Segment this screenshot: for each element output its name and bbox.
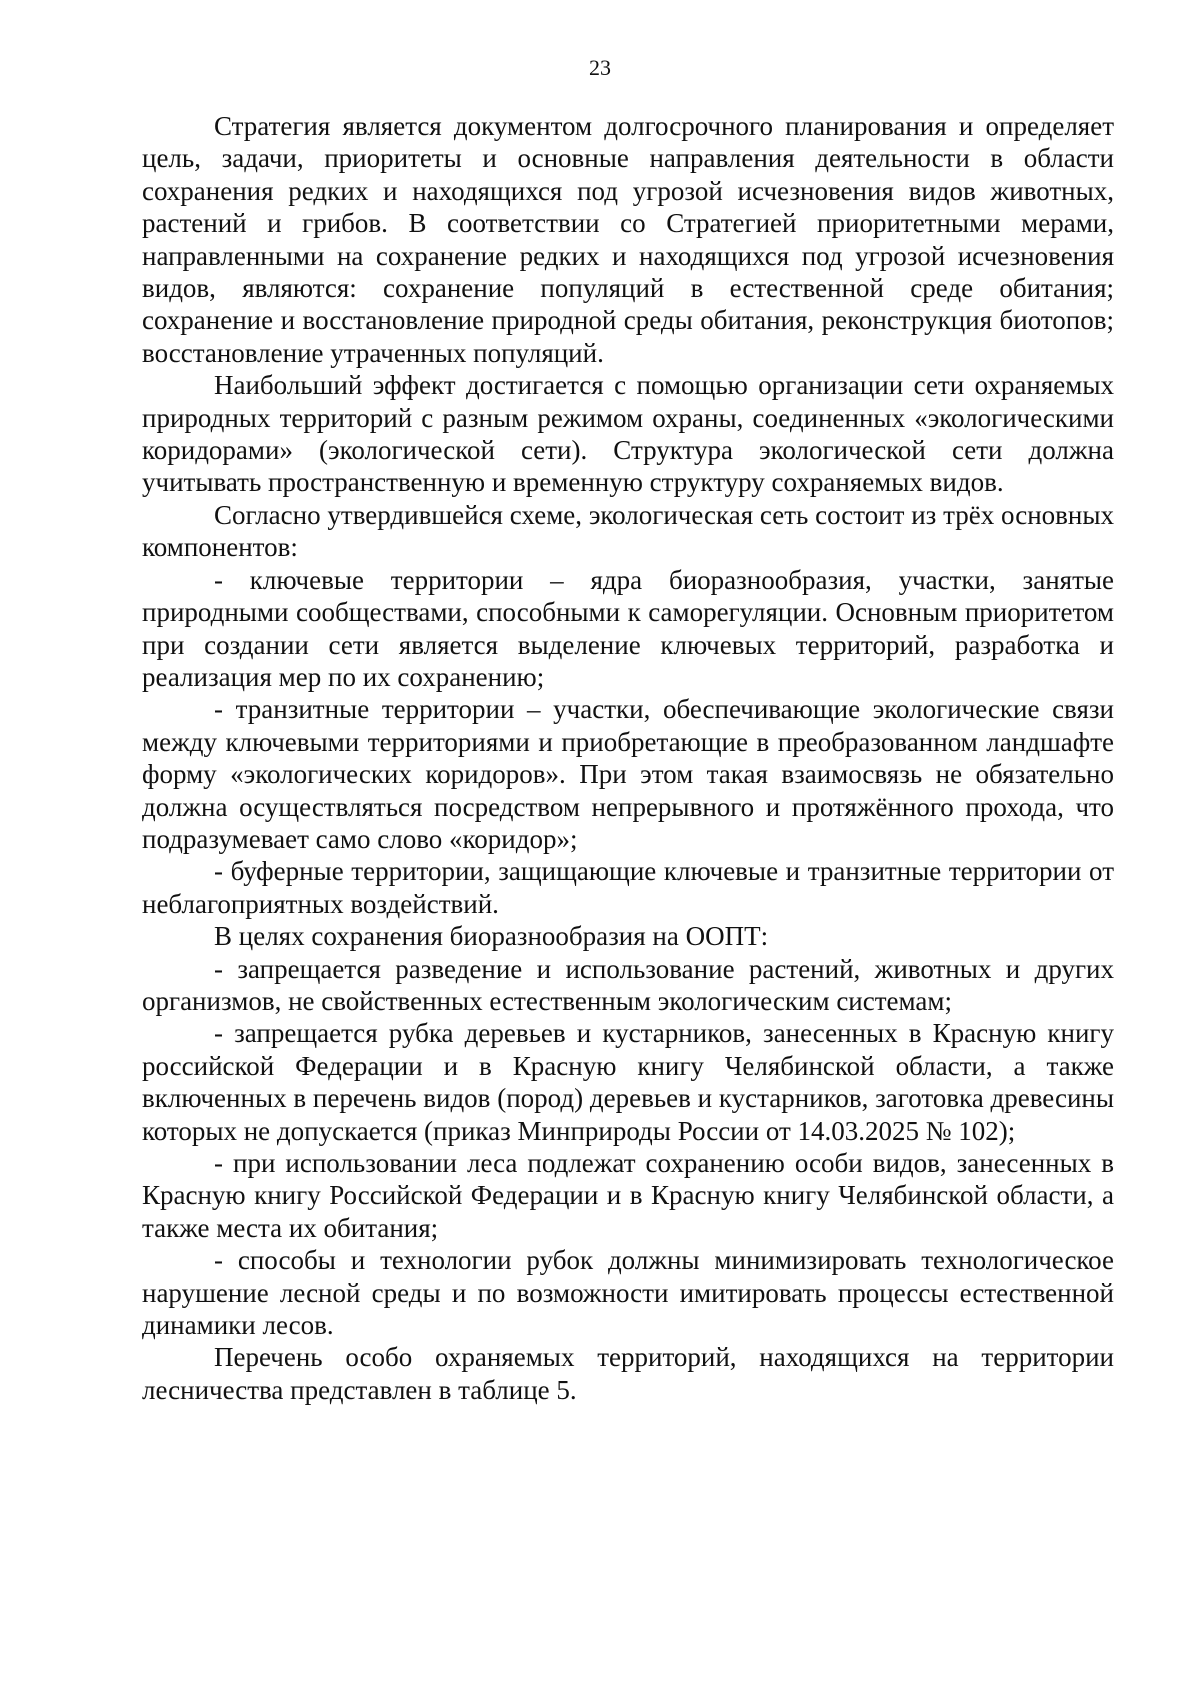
paragraph-table-reference: Перечень особо охраняемых территорий, находящихся на территории лесничества представлен в таблице 5.: [142, 1342, 1114, 1405]
list-item-transit-territories: - транзитные территории – участки, обеспечивающие экологические связи между ключевыми территориями и приобретающие в преобразованном ландшафте форму «экологических коридоров». При этом такая взаимосвязь не обязательно должна осуществляться посредством непрерывного и протяжённого прохода, что подразумевает само слово «коридор»;: [142, 694, 1114, 854]
list-item-buffer-territories: - буферные территории, защищающие ключевые и транзитные территории от неблагоприятных воздействий.: [142, 856, 1114, 919]
paragraph-greatest-effect: Наибольший эффект достигается с помощью организации сети охраняемых природных территорий с разным режимом охраны, соединенных «экологическими коридорами» (экологической сети). Структура экологической сети должна учитывать пространственную и временную структуру сохраняемых видов.: [142, 370, 1114, 498]
paragraph-strategy-definition: Стратегия является документом долгосрочного планирования и определяет цель, задачи, приоритеты и основные направления деятельности в области сохранения редких и находящихся под угрозой исчезновения видов животных, растений и грибов. В соответствии со Стратегией приоритетными мерами, направленными на сохранение редких и находящихся под угрозой исчезновения видов, являются: сохранение популяций в естественной среде обитания; сохранение и восстановление природной среды обитания, реконструкция биотопов; восстановление утраченных популяций.: [142, 111, 1114, 368]
body-text: [142, 110, 1114, 1406]
list-item-ban-breeding: - запрещается разведение и использование растений, животных и других организмов, не свойственных естественным экологическим системам;: [142, 953, 1114, 1016]
list-item-felling-methods: - способы и технологии рубок должны минимизировать технологическое нарушение лесной среды и по возможности имитировать процессы естественной динамики лесов.: [142, 1245, 1114, 1341]
paragraph-biodiversity-goals-intro: В целях сохранения биоразнообразия на ООПТ:: [214, 921, 769, 952]
paragraph-network-components-intro: Согласно утвердившейся схеме, экологическая сеть состоит из трёх основных компонентов:: [142, 499, 1114, 563]
list-item-preserve-species: - при использовании леса подлежат сохранению особи видов, занесенных в Красную книгу Российской Федерации и в Красную книгу Челябинской области, а также места их обитания;: [142, 1148, 1114, 1243]
page-number: 23: [589, 55, 611, 80]
list-item-key-territories: - ключевые территории – ядра биоразнообразия, участки, занятые природными сообществами, способными к саморегуляции. Основным приоритетом при создании сети является выделение ключевых территорий, разработка и реализация мер по их сохранению;: [142, 564, 1114, 692]
list-item-ban-felling: - запрещается рубка деревьев и кустарников, занесенных в Красную книгу российской Федерации и в Красную книгу Челябинской области, а также включенных в перечень видов (пород) деревьев и кустарников, заготовка древесины которых не допускается (приказ Минприроды России от 14.03.2025 № 102);: [142, 1018, 1114, 1146]
